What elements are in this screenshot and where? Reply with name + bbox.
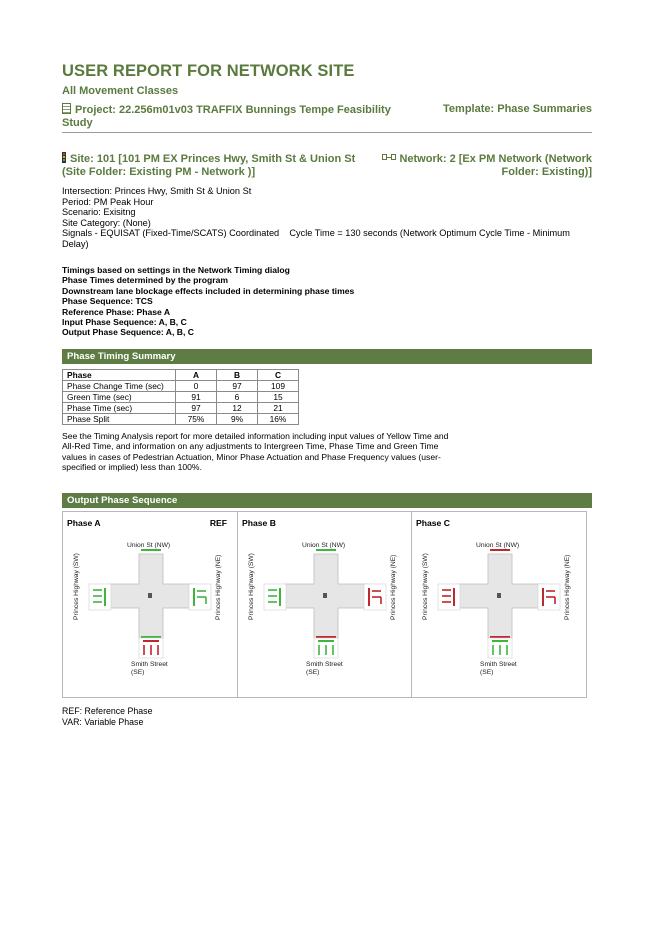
report-title: USER REPORT FOR NETWORK SITE (62, 62, 355, 80)
table-cell: 16% (258, 414, 299, 425)
phase-panel (411, 512, 586, 697)
scenario-text: Scenario: Exisitng (62, 207, 136, 218)
signal-box (148, 593, 152, 598)
north-leg-label: Union St (NW) (302, 542, 346, 549)
output-sequence-header: Output Phase Sequence (62, 493, 592, 508)
south-leg-label: (SE) (131, 669, 145, 676)
template-label: Template: Phase Summaries (443, 103, 592, 115)
north-leg-label: Union St (NW) (127, 542, 171, 549)
west-approach-box (264, 584, 286, 610)
legend-ref: REF: Reference Phase (62, 706, 153, 716)
table-row (63, 381, 299, 392)
table-row (63, 392, 299, 403)
north-leg-label: Union St (NW) (476, 542, 520, 549)
south-leg-label: (SE) (480, 669, 494, 676)
timing-note-line: Phase Sequence: TCS (62, 296, 153, 307)
table-cell: 9% (217, 414, 258, 425)
table-cell: 91 (176, 392, 217, 403)
timing-analysis-note: See the Timing Analysis report for more detailed information including input values of Yellow Time and All-Red Time, and information on any adjustments to Intergreen Time, Phase Time and Green Time values in cases of Pedestrian Actuation, Minor Phase Actuation and Phase Frequency values (user-specified or implied) less than 100%. (62, 431, 449, 472)
signals-text: Signals - EQUISAT (Fixed-Time/SCATS) Coordinated Cycle Time = 130 seconds (Network Optimum Cycle Time - Minimum Delay) (62, 228, 573, 249)
south-leg-label: (SE) (306, 669, 320, 676)
table-cell: Phase Time (sec) (63, 403, 176, 414)
west-leg-label: Princes Highway (SW) (422, 553, 429, 620)
table-row (63, 414, 299, 425)
table-cell: 97 (217, 381, 258, 392)
table-cell: Green Time (sec) (63, 392, 176, 403)
east-leg-label: Princes Highway (NE) (564, 554, 571, 620)
table-cell: 75% (176, 414, 217, 425)
ref-label: REF (209, 518, 227, 528)
phase-timing-header: Phase Timing Summary (62, 349, 592, 364)
report-subtitle: All Movement Classes (62, 85, 179, 97)
west-leg-label: Princes Highway (SW) (73, 553, 80, 620)
phase-timing-table (62, 369, 299, 425)
document-icon (62, 103, 71, 114)
signal-box (323, 593, 327, 598)
intersection-diagram (63, 512, 237, 697)
legend (62, 706, 152, 727)
site-title: Site: 101 [101 PM EX Princes Hwy, Smith St & Union St (Site Folder: Existing PM - Network )] (62, 153, 356, 178)
timing-note-line: Reference Phase: Phase A (62, 306, 171, 317)
phase-panel (63, 512, 237, 697)
table-cell: 21 (258, 403, 299, 414)
intersection-text: Intersection: Princes Hwy, Smith St & Union St (62, 186, 252, 196)
east-leg-label: Princes Highway (NE) (390, 554, 397, 620)
network-title: Network: 2 [Ex PM Network (Network Folder: Existing)] (362, 153, 592, 179)
table-cell: 6 (217, 392, 258, 403)
intersection-diagram (412, 512, 586, 697)
signal-box (497, 593, 501, 598)
west-approach-box (438, 584, 460, 610)
table-header-row (63, 370, 299, 381)
timing-notes (62, 265, 354, 338)
phase-title: Phase C (416, 518, 450, 528)
site-info (62, 186, 592, 250)
south-leg-label: Smith Street (306, 661, 343, 668)
south-leg-label: Smith Street (480, 661, 517, 668)
table-header: Phase (63, 370, 176, 381)
phase-title: Phase B (242, 518, 276, 528)
intersection-diagram (238, 512, 412, 697)
south-leg-label: Smith Street (131, 661, 168, 668)
category-text: Site Category: (None) (62, 217, 151, 228)
phase-title: Phase A (67, 518, 101, 528)
west-leg-label: Princes Highway (SW) (248, 553, 255, 620)
project-title: Project: 22.256m01v03 TRAFFIX Bunnings Tempe Feasibility Study (62, 104, 391, 129)
period-text: Period: PM Peak Hour (62, 196, 154, 207)
timing-note-line: Phase Times determined by the program (62, 275, 229, 286)
phase-panel (237, 512, 412, 697)
table-cell: 109 (258, 381, 299, 392)
traffic-light-icon (62, 152, 66, 163)
divider (62, 132, 592, 133)
network-icon (382, 154, 396, 161)
table-header: C (258, 370, 299, 381)
timing-note-line: Input Phase Sequence: A, B, C (62, 317, 187, 328)
table-cell: 15 (258, 392, 299, 403)
table-row (63, 403, 299, 414)
west-approach-box (89, 584, 111, 610)
timing-note-line: Downstream lane blockage effects included in determining phase times (62, 285, 355, 296)
table-cell: 12 (217, 403, 258, 414)
table-cell: 0 (176, 381, 217, 392)
table-cell: Phase Split (63, 414, 176, 425)
table-cell: Phase Change Time (sec) (63, 381, 176, 392)
timing-note-line: Output Phase Sequence: A, B, C (62, 327, 194, 338)
timing-note-line: Timings based on settings in the Network Timing dialog (62, 265, 290, 275)
east-leg-label: Princes Highway (NE) (215, 554, 222, 620)
legend-var: VAR: Variable Phase (62, 716, 144, 727)
table-header: A (176, 370, 217, 381)
table-cell: 97 (176, 403, 217, 414)
phase-sequence-diagram (62, 511, 587, 698)
table-header: B (217, 370, 258, 381)
